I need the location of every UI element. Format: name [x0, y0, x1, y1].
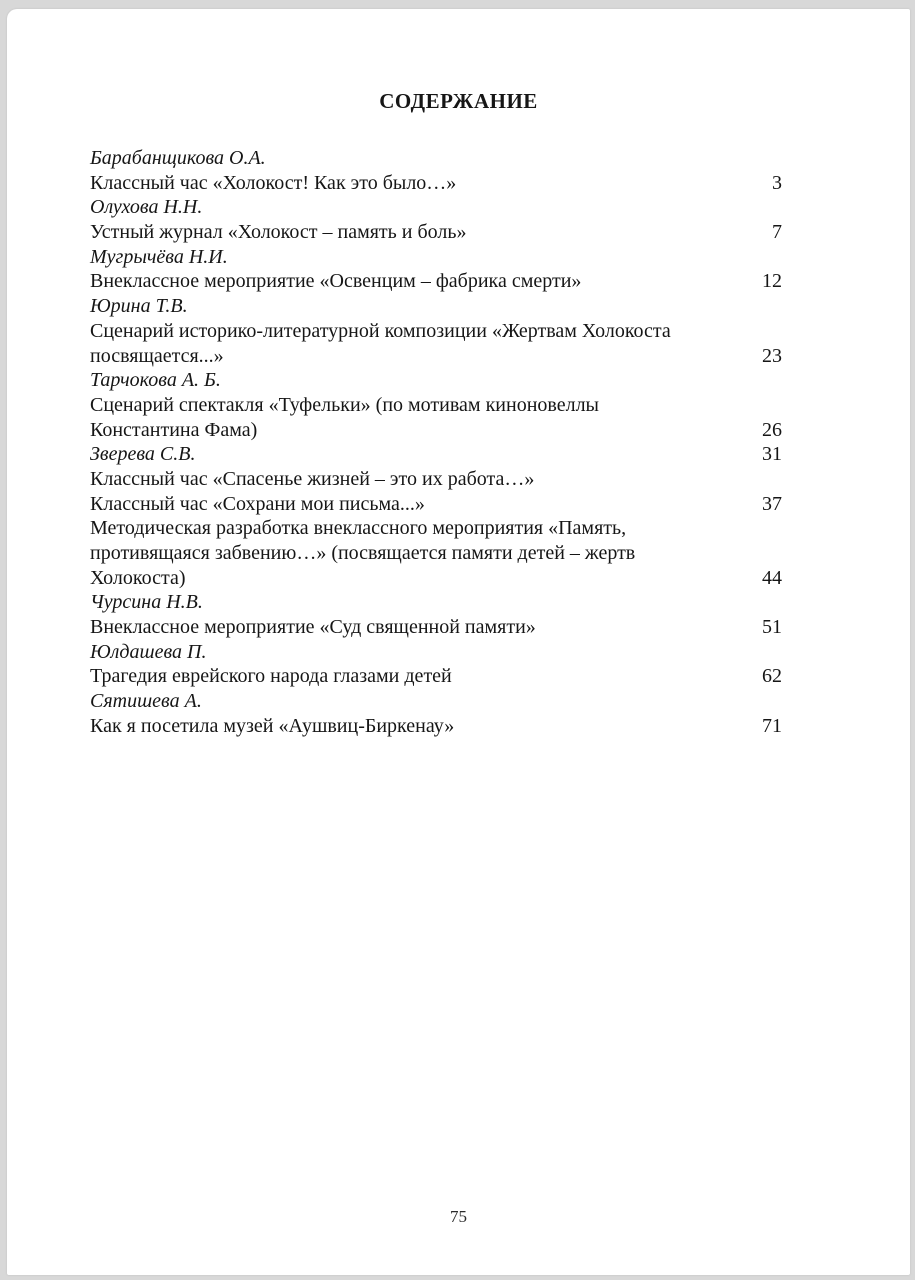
toc-entry-page-number: 44 [762, 566, 782, 589]
toc-entry [90, 344, 782, 369]
document-paper [7, 9, 910, 1275]
toc-entry-text: Классный час «Холокост! Как это было…» [90, 171, 457, 194]
toc-entry [90, 418, 782, 443]
toc-entry [90, 492, 782, 517]
toc-entry-page-number: 23 [762, 344, 782, 367]
toc-entry [90, 294, 782, 319]
toc-entry [90, 689, 782, 714]
toc-entry-text: Внеклассное мероприятие «Суд священной памяти» [90, 616, 536, 639]
toc-entry [90, 146, 782, 171]
toc-entry [90, 269, 782, 294]
toc-entry [90, 220, 782, 245]
toc-entry [90, 195, 782, 220]
toc-entry-page-number: 7 [772, 221, 782, 244]
toc-entry [90, 566, 782, 591]
toc-entry [90, 171, 782, 196]
toc-entry-page-number: 3 [772, 171, 782, 194]
toc-entry-text: Классный час «Спасенье жизней – это их работа…» [90, 467, 535, 490]
table-of-contents [7, 146, 910, 739]
toc-entry-page-number: 37 [762, 492, 782, 515]
toc-entry-text: Устный журнал «Холокост – память и боль» [90, 221, 467, 244]
toc-entry-page-number: 12 [762, 270, 782, 293]
toc-entry [90, 467, 782, 492]
toc-entry [90, 640, 782, 665]
toc-entry [90, 319, 782, 344]
toc-entry-page-number: 71 [762, 714, 782, 737]
toc-entry-page-number: 62 [762, 665, 782, 688]
toc-entry-text: Сятишева А. [90, 690, 202, 713]
toc-entry-text: посвящается...» [90, 344, 224, 367]
toc-entry-page-number: 26 [762, 418, 782, 441]
toc-entry-text: Сценарий спектакля «Туфельки» (по мотивам киноновеллы [90, 393, 599, 416]
toc-entry-text: Сценарий историко-литературной композиции «Жертвам Холокоста [90, 319, 671, 342]
toc-entry-text: Зверева С.В. [90, 443, 196, 466]
toc-entry-text: Трагедия еврейского народа глазами детей [90, 665, 452, 688]
toc-entry [90, 590, 782, 615]
toc-entry [90, 393, 782, 418]
toc-entry-text: Барабанщикова О.А. [90, 147, 266, 169]
page-title: СОДЕРЖАНИЕ [379, 89, 538, 113]
toc-entry-page-number: 31 [762, 443, 782, 466]
toc-entry-text: Чурсина Н.В. [90, 591, 203, 614]
toc-entry-text: Мугрычёва Н.И. [90, 245, 228, 268]
toc-entry-page-number: 51 [762, 616, 782, 639]
toc-entry-text: Юлдашева П. [90, 640, 207, 663]
toc-entry-text: Тарчокова А. Б. [90, 369, 221, 392]
toc-entry [90, 368, 782, 393]
toc-entry [90, 516, 782, 541]
toc-entry [90, 714, 782, 739]
toc-entry-text: Константина Фама) [90, 418, 258, 441]
footer-page-number: 75 [450, 1207, 467, 1226]
toc-entry-text: Методическая разработка внеклассного мероприятия «Память, [90, 517, 627, 540]
toc-entry [90, 541, 782, 566]
toc-entry-text: Юрина Т.В. [90, 295, 188, 318]
toc-entry-text: Внеклассное мероприятие «Освенцим – фабрика смерти» [90, 270, 582, 293]
toc-entry [90, 442, 782, 467]
toc-entry-text: Как я посетила музей «Аушвиц-Биркенау» [90, 714, 455, 737]
toc-entry-text: противящаяся забвению…» (посвящается памяти детей – жертв [90, 542, 636, 564]
toc-entry [90, 664, 782, 689]
toc-entry [90, 615, 782, 640]
toc-entry-text: Олухова Н.Н. [90, 196, 203, 219]
toc-entry-text: Холокоста) [90, 566, 186, 589]
toc-entry-text: Классный час «Сохрани мои письма...» [90, 492, 425, 515]
toc-entry [90, 245, 782, 270]
